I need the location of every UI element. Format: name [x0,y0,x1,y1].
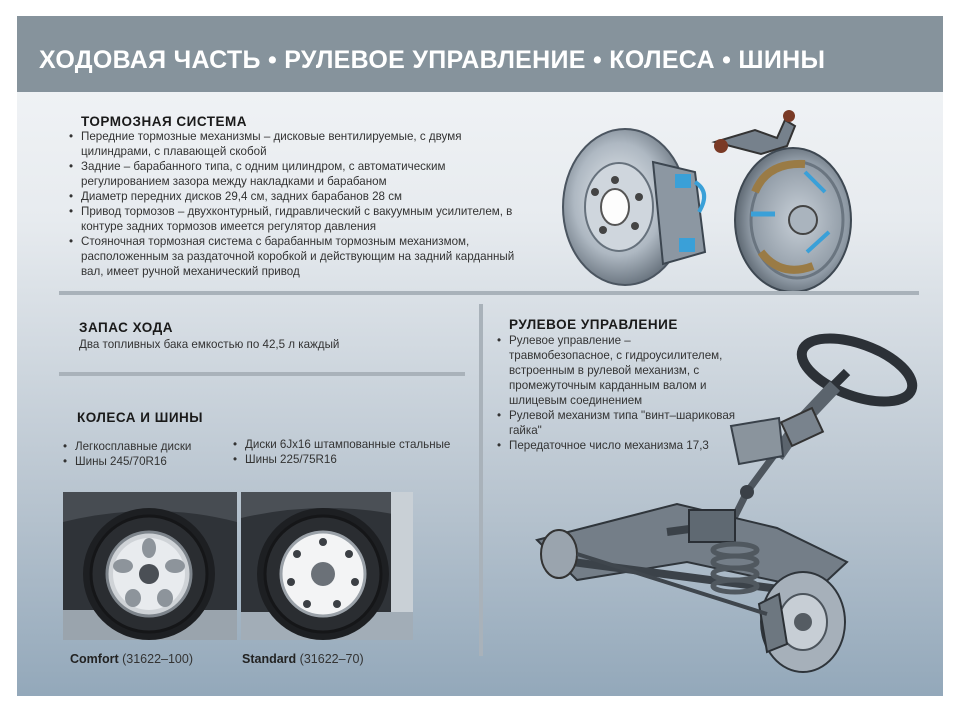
section-divider [59,372,465,376]
brochure-page [17,16,943,696]
steering-item: • Передаточное число механизма 17,3 [497,438,737,453]
comfort-label: Comfort [70,652,119,666]
standard-item: • Шины 225/75R16 [233,452,473,467]
brakes-list [69,129,534,279]
standard-list [233,437,473,467]
comfort-item: • Легкосплавные диски [63,439,233,454]
standard-code: (31622–70) [299,652,364,666]
header-banner [17,16,943,92]
comfort-wheel-photo [63,492,237,640]
brakes-item: • Передние тормозные механизмы – дисковые вентилируемые, с двумя цилиндрами, с плавающей скобой [69,129,534,159]
comfort-list [63,439,233,469]
comfort-caption [70,652,193,666]
steering-system-illustration [517,314,927,686]
section-divider [59,291,919,295]
page-title: ХОДОВАЯ ЧАСТЬ • РУЛЕВОЕ УПРАВЛЕНИЕ • КОЛЕСА • ШИНЫ [39,46,826,74]
range-title: ЗАПАС ХОДА [79,320,173,335]
vertical-divider [479,304,483,656]
brakes-item: • Стояночная тормозная система с барабанным тормозным механизмом, расположенным за раздаточной коробкой и действующим на задний карданный вал, имеет ручной механический привод [69,234,534,279]
wheels-title: КОЛЕСА И ШИНЫ [77,410,203,425]
steering-item: • Рулевой механизм типа "винт–шариковая гайка" [497,408,737,438]
comfort-code: (31622–100) [122,652,193,666]
comfort-item: • Шины 245/70R16 [63,454,233,469]
steering-item: • Рулевое управление – травмобезопасное, с гидроусилителем, встроенным в рулевой механизм, с промежуточным карданным валом и шлицевым соединением [497,333,737,408]
standard-item: • Диски 6Jx16 штампованные стальные [233,437,473,452]
standard-label: Standard [242,652,297,666]
brake-mechanism-illustration [555,102,855,292]
steering-title: РУЛЕВОЕ УПРАВЛЕНИЕ [509,317,678,332]
standard-caption [242,652,364,666]
brakes-item: • Задние – барабанного типа, с одним цилиндром, с автоматическим регулированием зазора между накладками и барабаном [69,159,534,189]
standard-wheel-photo [241,492,413,640]
brakes-item: • Привод тормозов – двухконтурный, гидравлический с вакуумным усилителем, в контуре задних тормозов имеется регулятор давления [69,204,534,234]
brakes-item: • Диаметр передних дисков 29,4 см, задних барабанов 28 см [69,189,534,204]
range-text: Два топливных бака емкостью по 42,5 л каждый [79,338,340,351]
brakes-title: ТОРМОЗНАЯ СИСТЕМА [81,114,248,129]
